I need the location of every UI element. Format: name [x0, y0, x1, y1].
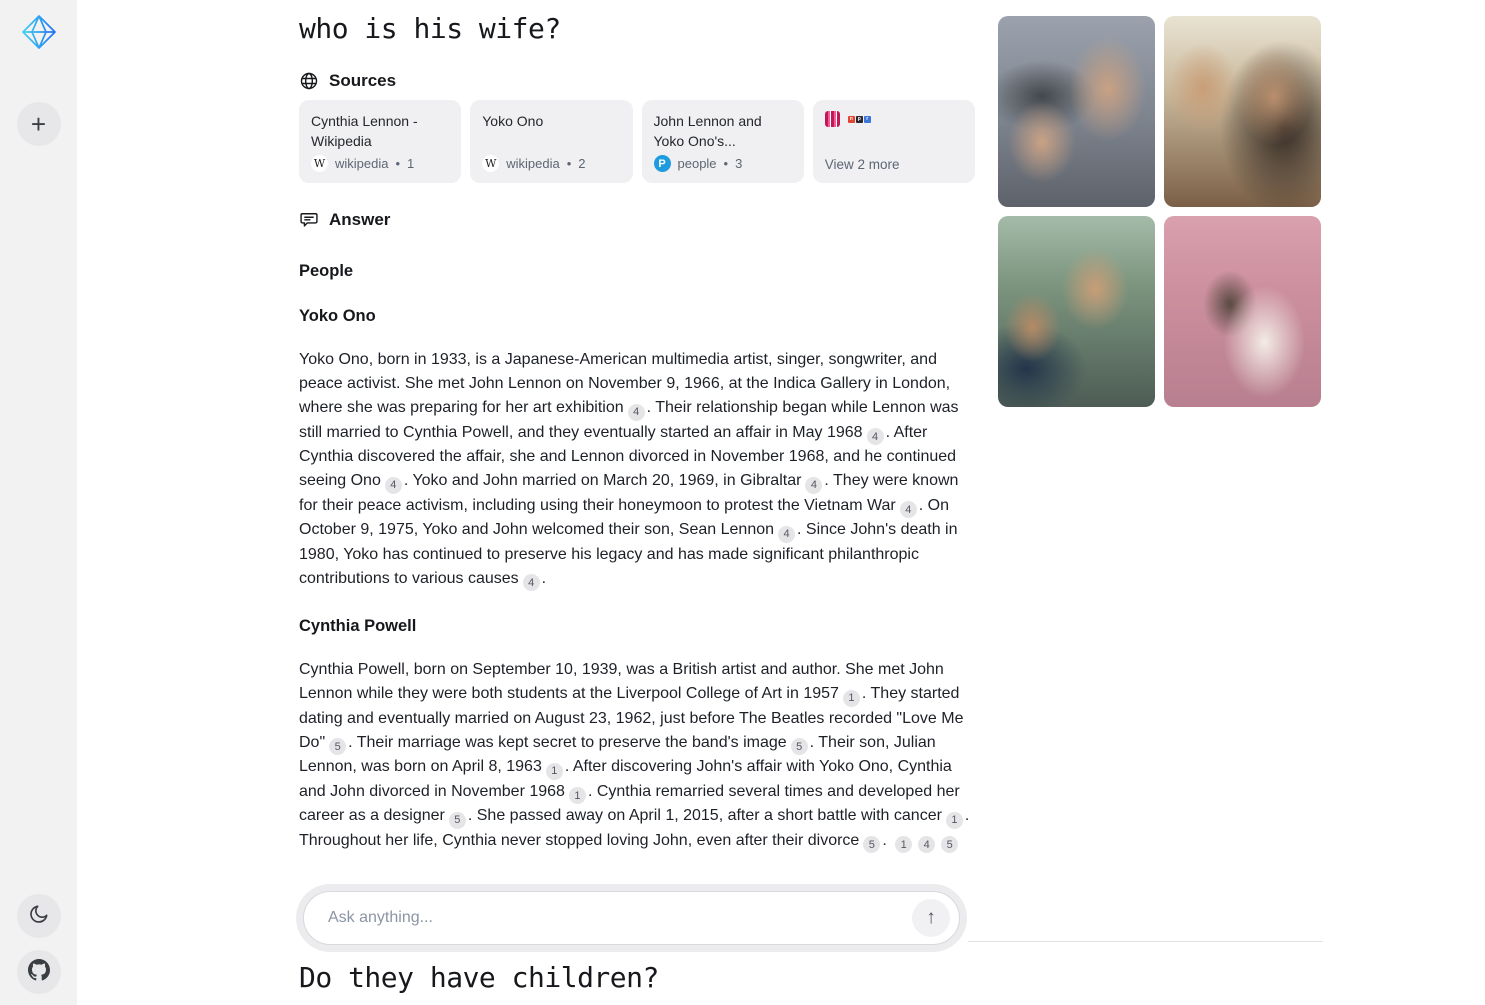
source-site: wikipedia	[506, 156, 560, 171]
ask-input[interactable]	[328, 909, 912, 927]
citation-badge[interactable]: 5	[863, 836, 880, 853]
source-rank: 2	[578, 156, 586, 171]
citation-badge[interactable]: 5	[329, 738, 346, 755]
answer-label: Answer	[329, 210, 391, 229]
result-image-1[interactable]	[998, 16, 1155, 207]
source-card-1[interactable]	[299, 100, 461, 183]
theme-toggle-button[interactable]	[17, 894, 61, 938]
wikipedia-favicon: W	[311, 155, 328, 172]
result-image-2[interactable]	[1164, 16, 1321, 207]
citation-badge[interactable]: 4	[385, 477, 402, 494]
citation-badge[interactable]: 4	[523, 574, 540, 591]
next-question-title: Do they have children?	[299, 961, 659, 994]
thread-main	[299, 0, 975, 995]
person-heading-cynthia-powell: Cynthia Powell	[299, 617, 417, 635]
citation-badge[interactable]: 1	[895, 836, 912, 853]
source-site: people	[677, 156, 717, 171]
citation-badge[interactable]: 5	[941, 836, 958, 853]
bullet: •	[395, 156, 401, 171]
new-thread-button[interactable]	[17, 102, 61, 146]
citation-badge[interactable]: 1	[946, 812, 963, 829]
people-favicon: P	[654, 155, 671, 172]
submit-button[interactable]	[912, 899, 950, 937]
citation-badge[interactable]: 4	[867, 428, 884, 445]
source-cards-row	[299, 100, 975, 183]
ask-composer	[303, 891, 960, 945]
result-image-4[interactable]	[1164, 216, 1321, 407]
person-paragraph-yoko-ono: Yoko Ono, born in 1933, is a Japanese-American multimedia artist, singer, songwriter, and peace activist. She met John Lennon on November 9, 1966, at the Indica Gallery in London, where she was preparing for her art exhibition 4 . Their relationship began while Lennon was still married to Cynthia Powell, and they eventually started an affair in May 1968 4 . After Cynthia discovered the affair, she and Lennon divorced in November 1968, and he continued seeing Ono 4 . Yoko and John married on March 20, 1969, in Gibraltar 4 . They were known for their peace activism, including using their honeymoon to protest the Vietnam War 4 . On October 9, 1975, Yoko and John welcomed their son, Sean Lennon 4 . Since John's death in 1980, Yoko has continued to preserve his legacy and has made significant philanthropic contributions to various causes 4 .	[299, 348, 975, 591]
source-title: Cynthia Lennon - Wikipedia	[311, 113, 418, 149]
citation-badge[interactable]: 1	[843, 690, 860, 707]
citation-badge[interactable]: 4	[628, 404, 645, 421]
source-site: wikipedia	[335, 156, 389, 171]
citation-badge[interactable]: 5	[791, 738, 808, 755]
person-heading-yoko-ono: Yoko Ono	[299, 307, 376, 325]
sidebar	[0, 0, 77, 1005]
arrow-up-icon: ↑	[926, 907, 936, 928]
sources-header	[299, 70, 975, 92]
wikipedia-favicon: W	[482, 155, 499, 172]
citation-badge[interactable]: 5	[449, 812, 466, 829]
github-button[interactable]	[17, 950, 61, 994]
citation-badge[interactable]: 4	[805, 477, 822, 494]
sources-label: Sources	[329, 71, 397, 90]
source-rank: 1	[407, 156, 415, 171]
citation-badge[interactable]: 1	[546, 763, 563, 780]
image-results-grid	[998, 16, 1323, 407]
citation-badge[interactable]: 4	[918, 836, 935, 853]
source-title: Yoko Ono	[482, 113, 544, 129]
question-title: who is his wife?	[299, 12, 561, 45]
moon-icon	[28, 903, 50, 930]
github-icon	[28, 959, 50, 986]
bullet: •	[566, 156, 572, 171]
answer-category-title: People	[299, 262, 354, 280]
plus-icon: +	[30, 109, 47, 139]
citation-badge[interactable]: 4	[778, 526, 795, 543]
person-paragraph-cynthia-powell: Cynthia Powell, born on September 10, 1939, was a British artist and author. She met John Lennon while they were both students at the Liverpool College of Art in 1957 1 . They started dating and eventually married on August 23, 1962, just before The Beatles recorded "Love Me Do" 5 . Their marriage was kept secret to preserve the band's image 5 . Their son, Julian Lennon, was born on April 8, 1963 1 . After discovering John's affair with Yoko Ono, Cynthia and John divorced in November 1968 1 . Cynthia remarried several times and developed her career as a designer 5 . She passed away on April 1, 2015, after a short battle with cancer 1 . Throughout her life, Cynthia never stopped loving John, even after their divorce 5 . 1 4 5	[299, 658, 975, 853]
source-rank: 3	[735, 156, 743, 171]
globe-icon	[299, 71, 319, 91]
app-logo-gem-icon[interactable]	[17, 10, 61, 54]
source-title: John Lennon and Yoko Ono's...	[653, 113, 762, 149]
npr-favicon: n p r	[848, 116, 871, 123]
biography-favicon	[825, 111, 840, 127]
speech-bubble-icon	[299, 210, 319, 230]
source-card-3[interactable]	[642, 100, 804, 183]
view-more-sources-card[interactable]	[813, 100, 975, 183]
citation-badge[interactable]: 4	[900, 501, 917, 518]
bullet: •	[723, 156, 729, 171]
section-divider	[968, 941, 1323, 942]
answer-header	[299, 209, 975, 231]
citation-badge[interactable]: 1	[569, 787, 586, 804]
view-more-label: View 2 more	[824, 157, 900, 172]
source-card-2[interactable]	[470, 100, 632, 183]
result-image-3[interactable]	[998, 216, 1155, 407]
